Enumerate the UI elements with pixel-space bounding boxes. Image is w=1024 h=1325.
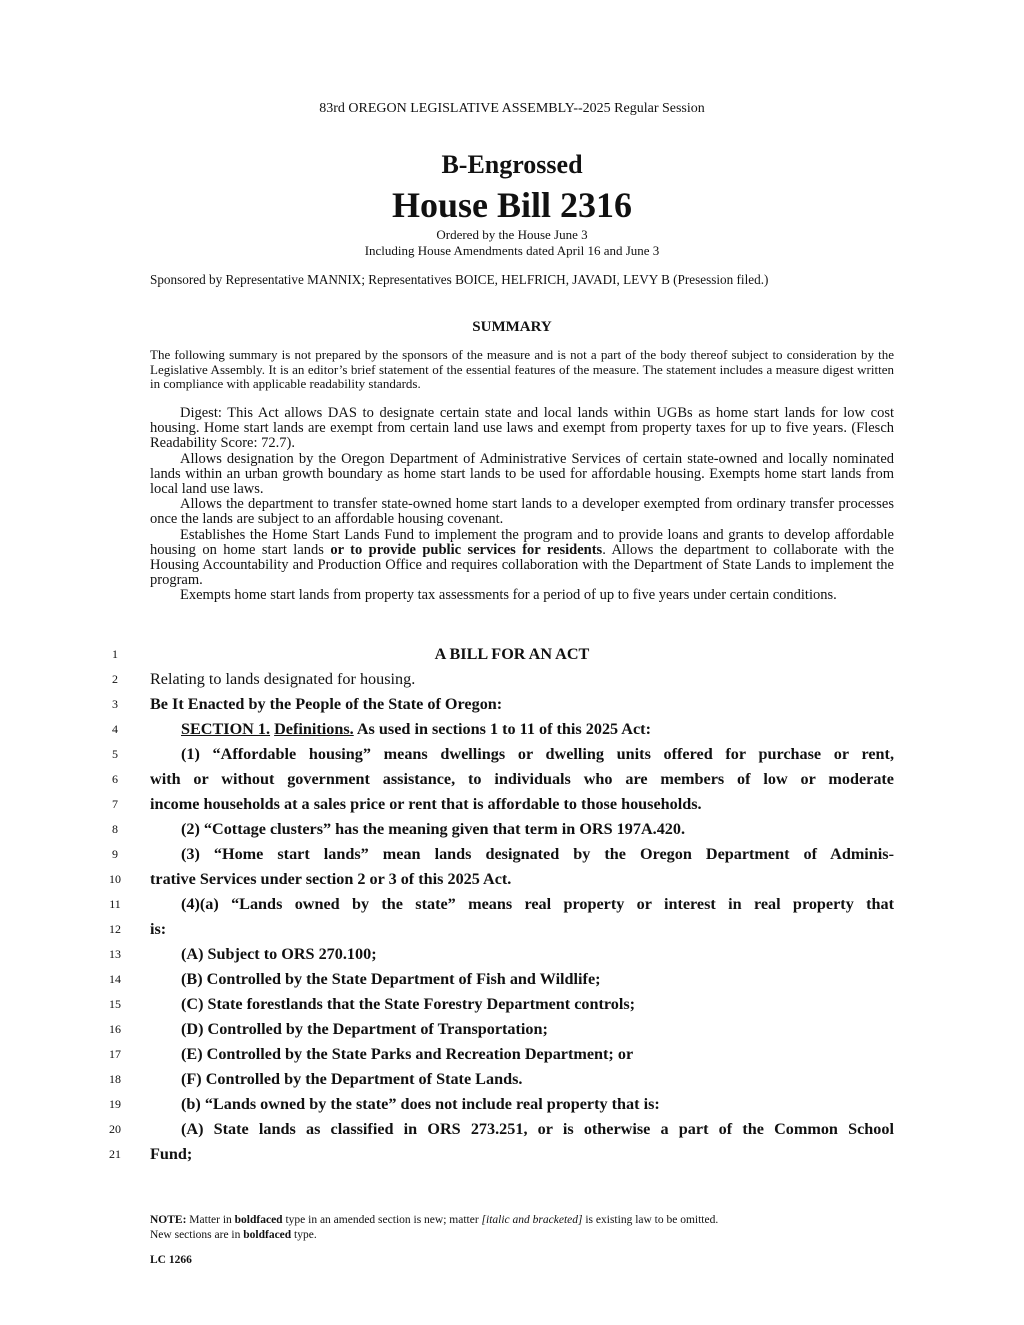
ordered-line: Ordered by the House June 3: [436, 227, 588, 242]
line-number: 7: [112, 797, 118, 811]
line-number: 20: [109, 1122, 121, 1136]
line-number: 13: [109, 947, 121, 961]
bill-act-title: A BILL FOR AN ACT: [434, 645, 590, 663]
line-number: 2: [112, 672, 118, 686]
bill-text: [0, 642, 1024, 1167]
line-number: 14: [109, 972, 121, 986]
bill-line-text: (4)(a) “Lands owned by the state” means real property or interest in real property that: [181, 895, 894, 913]
note-italic-text: [italic and bracketed]: [481, 1214, 583, 1226]
summary-p4-text-b: . Allows the department to collaborate with the Housing Accountability and Production Office and requires collaboration with the Department of State Lands to implement the program.: [150, 541, 894, 589]
summary-paragraph-5: Exempts home start lands from property tax assessments for a period of up to five years under certain conditions.: [180, 587, 837, 604]
bill-line-text: (2) “Cottage clusters” has the meaning given that term in ORS 197A.420.: [181, 820, 686, 838]
summary-heading: SUMMARY: [472, 319, 552, 335]
line-number: 11: [109, 897, 121, 911]
bill-line-text: trative Services under section 2 or 3 of this 2025 Act.: [150, 870, 512, 888]
bill-line: [0, 1067, 1024, 1092]
bill-line: [0, 717, 1024, 742]
line-number: 1: [112, 647, 118, 661]
bill-line-text: (F) Controlled by the Department of State Lands.: [181, 1070, 523, 1088]
bill-line: [0, 1092, 1024, 1117]
note-text: type in an amended section is new; matter: [282, 1214, 482, 1226]
bill-line: [0, 1017, 1024, 1042]
note-bold-word: boldfaced: [243, 1229, 292, 1241]
bill-line-text: (A) State lands as classified in ORS 273.251, or is otherwise a part of the Common School: [181, 1120, 894, 1138]
engrossed-label: B-Engrossed: [441, 150, 583, 179]
bill-line-text: (C) State forestlands that the State Forestry Department controls;: [181, 995, 636, 1013]
summary-p4-new-text: or to provide public services for residents: [330, 541, 603, 558]
bill-line-text: is:: [150, 920, 167, 938]
bill-line-text: (b) “Lands owned by the state” does not include real property that is:: [181, 1095, 660, 1113]
bill-line-text: (E) Controlled by the State Parks and Recreation Department; or: [181, 1045, 634, 1063]
bill-title: House Bill 2316: [391, 185, 633, 225]
line-number: 5: [112, 747, 118, 761]
note-text: is existing law to be omitted.: [582, 1214, 719, 1226]
bill-line-text: (B) Controlled by the State Department of Fish and Wildlife;: [181, 970, 601, 988]
bill-line: [0, 792, 1024, 817]
line-number: 21: [109, 1147, 121, 1161]
digest-paragraph: Digest: This Act allows DAS to designate certain state and local lands within UGBs as home start lands for low cost housing. Home start lands are exempt from certain land use laws and exempt from property taxes for up to five years. (Flesch Readability Score: 72.7).: [150, 405, 894, 452]
summary-paragraph-4: [150, 528, 894, 589]
bill-line: [0, 667, 1024, 692]
summary-paragraph-2: Allows designation by the Oregon Department of Administrative Services of certain state-owned and locally nominated lands within an urban growth boundary as home start lands to be used for affordable housing. Exempts home start lands from local land use laws.: [150, 450, 894, 498]
line-number: 19: [109, 1097, 121, 1111]
bill-line-text: (D) Controlled by the Department of Transportation;: [181, 1020, 548, 1038]
section-label: SECTION 1.: [181, 720, 271, 738]
bill-line-text: (1) “Affordable housing” means dwellings or dwelling units offered for purchase or rent,: [181, 745, 894, 763]
bill-line-text: (A) Subject to ORS 270.100;: [181, 945, 377, 963]
bill-line: [0, 692, 1024, 717]
note-bold-word: boldfaced: [234, 1214, 283, 1226]
summary-digest-block: [150, 406, 894, 604]
line-number: 9: [112, 847, 118, 861]
note-text: type.: [291, 1229, 317, 1241]
line-number: 10: [109, 872, 121, 886]
bill-line: [0, 842, 1024, 867]
bill-line-text: with or without government assistance, to individuals who are members of low or moderate: [150, 770, 894, 788]
bill-line: [0, 992, 1024, 1017]
note-label: NOTE:: [150, 1214, 187, 1226]
line-number: 8: [112, 822, 118, 836]
summary-p4-text-a: Establishes the Home Start Lands Fund to implement the program and to provide loans and grants to develop affordable housing on home start lands: [150, 526, 894, 558]
summary-intro: The following summary is not prepared by the sponsors of the measure and is not a part of the body thereof subject to consideration by the Legislative Assembly. It is an editor’s brief statement of the essential features of the measure. The statement includes a measure digest written in compliance with applicable readability standards.: [150, 347, 894, 392]
bill-line: [0, 917, 1024, 942]
line-number: 12: [109, 922, 121, 936]
line-number: 17: [109, 1047, 121, 1061]
line-number: 3: [112, 697, 118, 711]
line-number: 4: [112, 722, 118, 736]
footer-note: [150, 1213, 910, 1243]
relating-clause: Relating to lands designated for housing.: [150, 670, 416, 688]
bill-line: [0, 942, 1024, 967]
note-line-1: [150, 1213, 910, 1228]
amendments-line: Including House Amendments dated April 16 and June 3: [364, 243, 660, 258]
note-line-2: [150, 1228, 910, 1243]
note-text: Matter in: [186, 1214, 235, 1226]
session-header: 83rd OREGON LEGISLATIVE ASSEMBLY--2025 Regular Session: [319, 101, 705, 116]
lc-number: LC 1266: [150, 1254, 192, 1266]
bill-line: [0, 1142, 1024, 1167]
section-text: As used in sections 1 to 11 of this 2025 Act:: [353, 720, 651, 738]
bill-line: [0, 742, 1024, 767]
sponsors-line: Sponsored by Representative MANNIX; Representatives BOICE, HELFRICH, JAVADI, LEVY B (Presession filed.): [150, 272, 769, 287]
bill-line: [0, 1042, 1024, 1067]
note-text: New sections are in: [150, 1229, 244, 1241]
line-number: 18: [109, 1072, 121, 1086]
bill-line-text: Fund;: [150, 1145, 193, 1163]
bill-line: [0, 867, 1024, 892]
section-1-heading: [181, 717, 894, 742]
bill-line: [0, 967, 1024, 992]
bill-line: [0, 892, 1024, 917]
bill-line-text: (3) “Home start lands” mean lands designated by the Oregon Department of Adminis-: [181, 845, 894, 863]
bill-line: [0, 817, 1024, 842]
line-number: 16: [109, 1022, 121, 1036]
summary-paragraph-3: Allows the department to transfer state-owned home start lands to a developer exempted from ordinary transfer processes once the lands are subject to an affordable housing covenant.: [150, 496, 894, 528]
enacting-clause: Be It Enacted by the People of the State of Oregon:: [150, 695, 503, 713]
bill-line: [0, 767, 1024, 792]
line-number: 15: [109, 997, 121, 1011]
line-number: 6: [112, 772, 118, 786]
section-heading: Definitions.: [274, 720, 354, 738]
bill-line-text: income households at a sales price or rent that is affordable to those households.: [150, 795, 702, 813]
bill-line: [0, 642, 1024, 667]
bill-line: [0, 1117, 1024, 1142]
